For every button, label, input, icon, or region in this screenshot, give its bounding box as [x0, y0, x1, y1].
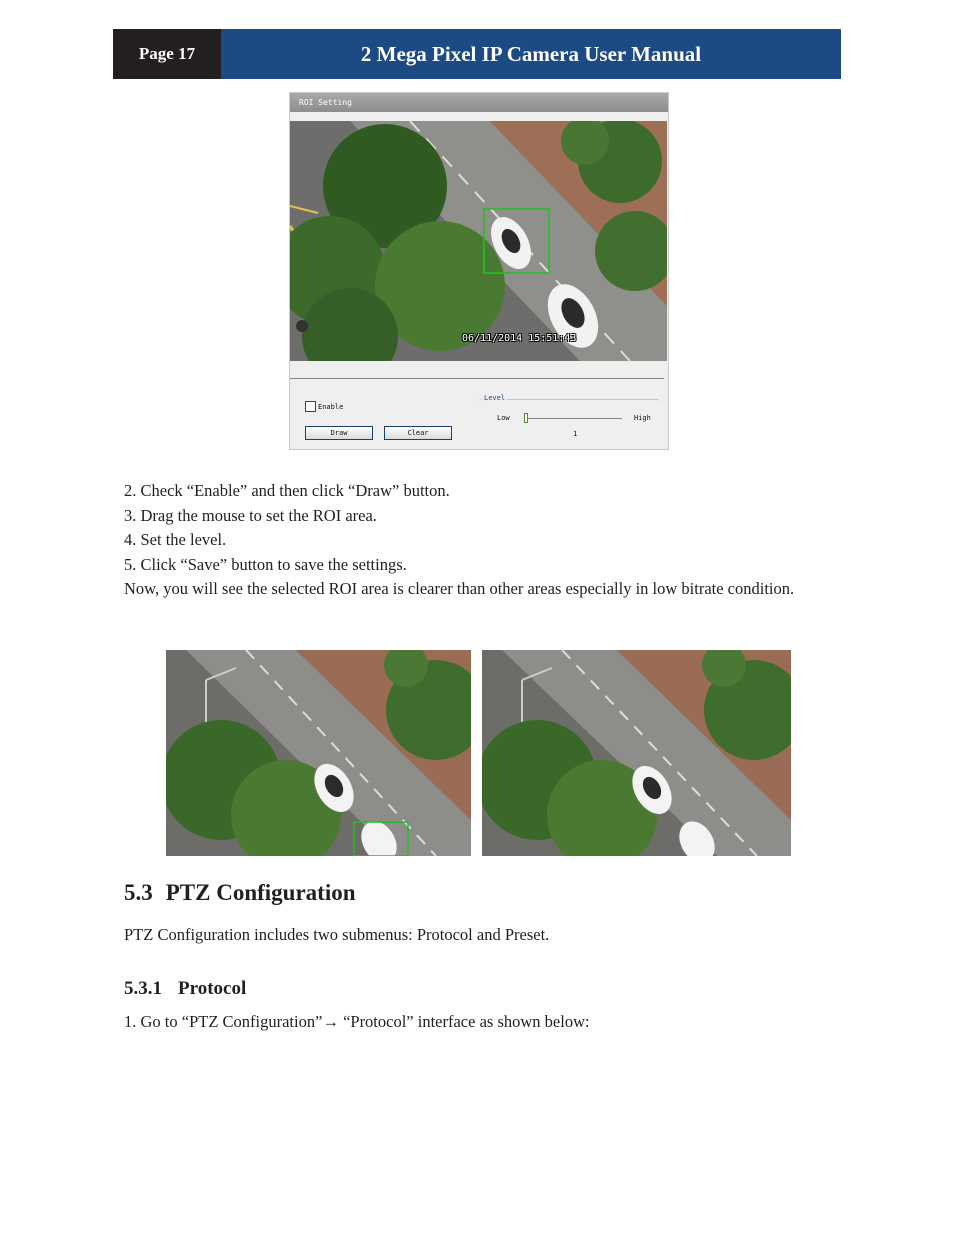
step-text: 2. Check “Enable” and then click “Draw” button.: [124, 481, 450, 500]
protocol-step-end: “Protocol” interface as shown below:: [338, 1012, 590, 1031]
section-number: 5.3: [124, 880, 153, 905]
manual-title: 2 Mega Pixel IP Camera User Manual: [221, 29, 841, 79]
arrow-icon: →: [322, 1012, 339, 1031]
section-intro: PTZ Configuration includes two submenus: Protocol and Preset.: [124, 925, 550, 944]
subsection-heading: [124, 978, 246, 1000]
level-slider-handle[interactable]: [524, 413, 528, 423]
page-header: [113, 29, 841, 79]
roi-result-note: Now, you will see the selected ROI area is clearer than other areas especially in low bitrate condition.: [124, 579, 795, 599]
step-text: 4. Set the level.: [124, 530, 227, 550]
subsection-title: Protocol: [178, 978, 247, 999]
comparison-image-with-roi: [166, 650, 471, 856]
level-slider-track[interactable]: [526, 418, 622, 419]
roi-window-title: ROI Setting: [290, 93, 668, 112]
comparison-image-without-roi: [482, 650, 791, 856]
enable-checkbox[interactable]: [305, 401, 316, 412]
roi-setting-window: [289, 92, 669, 450]
enable-control[interactable]: [305, 401, 343, 412]
page-number: Page 17: [113, 29, 221, 79]
level-value: 1: [573, 430, 578, 438]
roi-steps: [124, 479, 830, 602]
section-heading: [124, 880, 356, 906]
protocol-step-start: 1. Go to “PTZ Configuration”: [124, 1012, 323, 1031]
clear-button[interactable]: Clear: [384, 426, 452, 440]
subsection-number: 5.3.1: [124, 978, 162, 999]
roi-divider: [290, 378, 664, 379]
section-title: PTZ Configuration: [165, 880, 356, 905]
enable-label: Enable: [318, 402, 344, 411]
level-low-label: Low: [497, 414, 510, 422]
step-text: 5. Click “Save” button to save the settings.: [124, 554, 407, 574]
level-group: [479, 399, 660, 446]
step-text: 3. Drag the mouse to set the ROI area.: [124, 505, 377, 525]
draw-button[interactable]: Draw: [305, 426, 373, 440]
level-high-label: High: [634, 414, 651, 422]
protocol-step: [124, 1012, 590, 1032]
level-group-title: Level: [484, 394, 506, 402]
street-scene-image: [290, 121, 667, 361]
video-timestamp: 06/11/2014 15:51:43: [462, 333, 577, 344]
roi-video-preview[interactable]: [290, 121, 667, 361]
